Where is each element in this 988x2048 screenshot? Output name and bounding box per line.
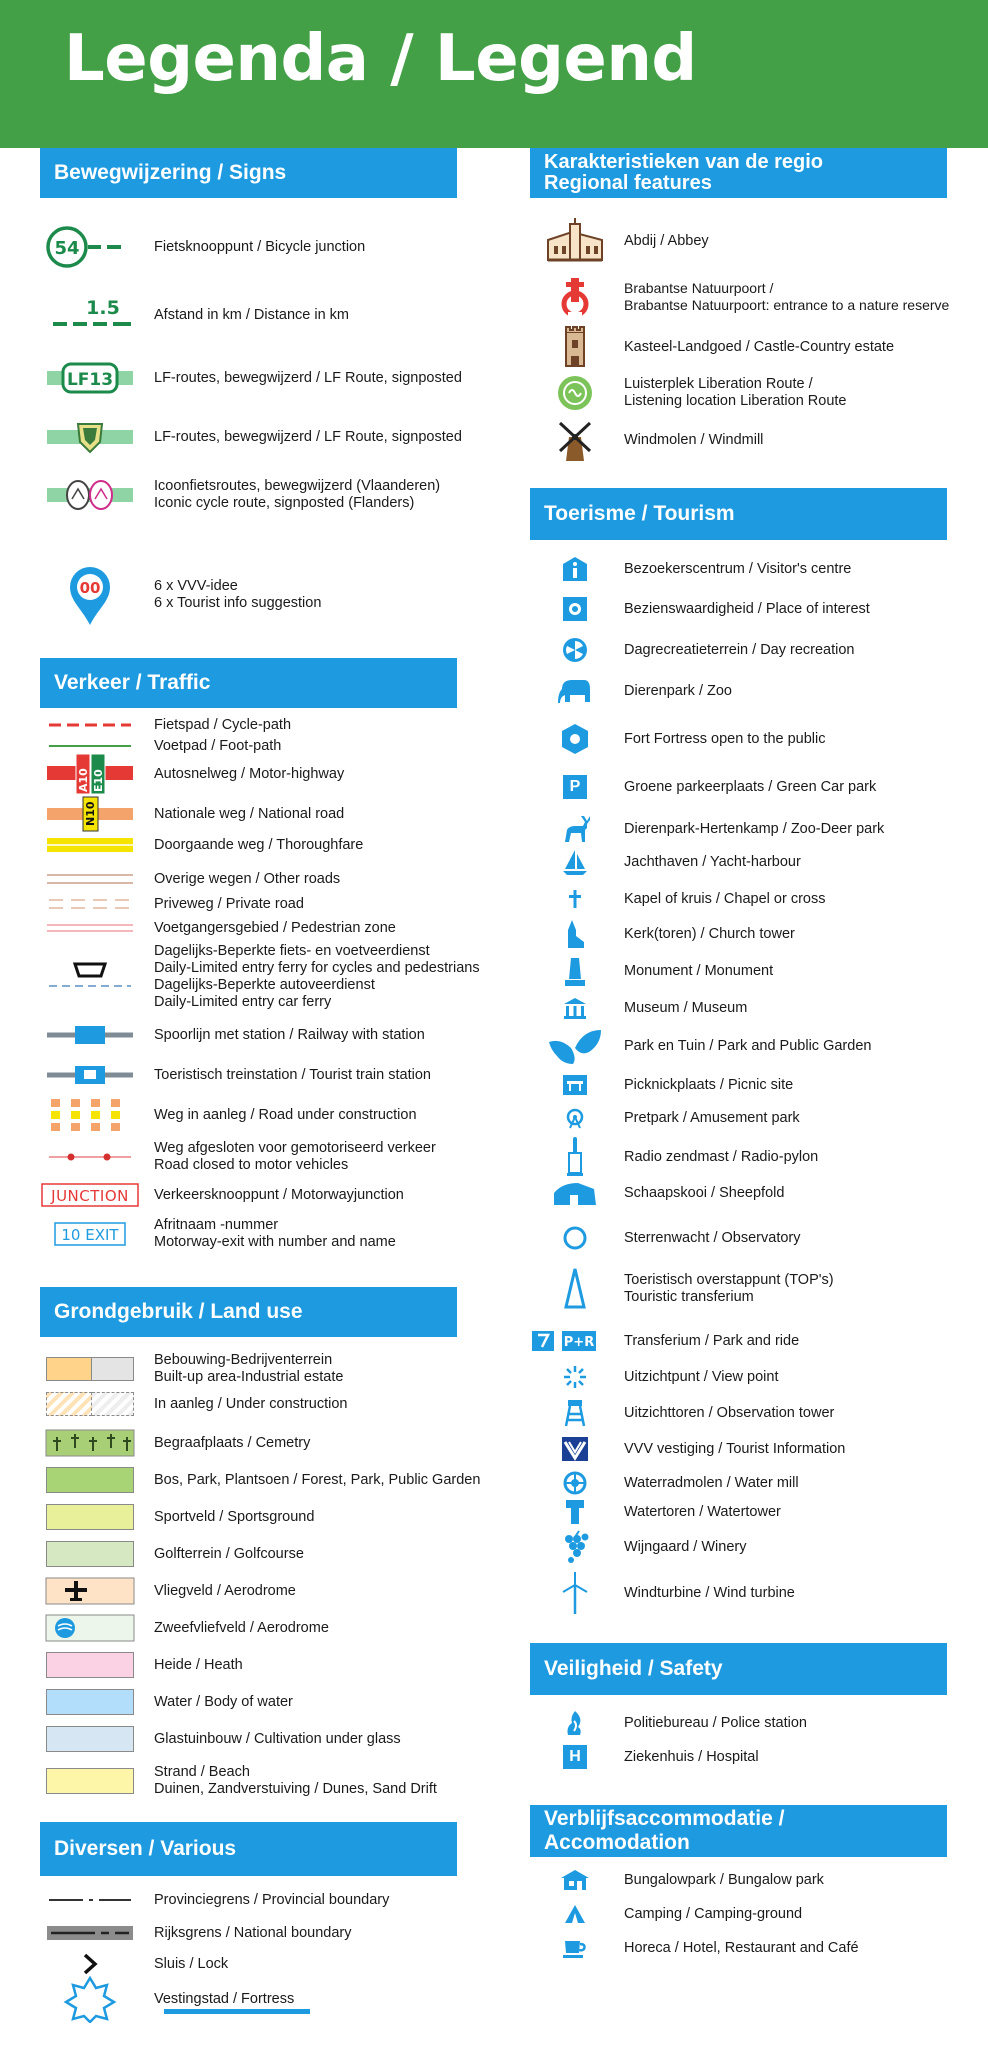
- hospital-icon: [530, 1734, 620, 1780]
- legend-label: Windturbine / Wind turbine: [624, 1584, 795, 1601]
- legend-item-windmill: [530, 417, 763, 463]
- legend-item-tourist-train: [40, 1060, 431, 1090]
- thoroughfare-icon: [40, 830, 140, 860]
- legend-label: Zweefvliefveld / Aerodrome: [154, 1619, 329, 1636]
- section-land-use: [40, 1287, 457, 1337]
- legend-item-place-of-interest: [530, 586, 870, 632]
- fortress-underline: [164, 2009, 310, 2014]
- legend-label: Groene parkeerplaats / Green Car park: [624, 778, 877, 795]
- legend-item-lf-route: [40, 355, 462, 401]
- legend-label: Luisterplek Liberation Route / Listening location Liberation Route: [624, 376, 847, 409]
- legend-label: Radio zendmast / Radio-pylon: [624, 1148, 819, 1165]
- legend-item-road-construction: [40, 1095, 417, 1135]
- legend-label: 6 x VVV-idee 6 x Tourist info suggestion: [154, 578, 322, 611]
- legend-label: Glastuinbouw / Cultivation under glass: [154, 1730, 401, 1747]
- distance-icon: [40, 292, 140, 338]
- legend-item-fort: [530, 716, 826, 762]
- legend-label: Voetgangersgebied / Pedestrian zone: [154, 919, 396, 936]
- legend-item-nature-gate: [530, 274, 949, 320]
- legend-item-fortress: [40, 1975, 294, 2023]
- legend-item-national-road: [40, 794, 344, 834]
- legend-item-hospital: [530, 1734, 759, 1780]
- legend-item-bicycle-junction: [40, 224, 365, 270]
- section-heading: Bewegwijzering / Signs: [40, 148, 457, 198]
- section-heading: Grondgebruik / Land use: [40, 1287, 457, 1337]
- national-road-code: N10: [84, 801, 97, 826]
- legend-item-green-car-park: [530, 764, 876, 810]
- abbey-icon: [530, 218, 620, 264]
- castle-tower-icon: [530, 324, 620, 370]
- railway-station-icon: [40, 1020, 140, 1050]
- national-boundary-icon: [40, 1919, 140, 1947]
- exit-label-icon: [40, 1212, 140, 1256]
- legend-item-distance: [40, 292, 349, 338]
- legend-label: Sluis / Lock: [154, 1955, 229, 1972]
- legend-label: Fietspad / Cycle-path: [154, 716, 292, 733]
- private-road-icon: [40, 892, 140, 916]
- legend-label: Icoonfietsroutes, bewegwijzerd (Vlaanderen) Iconic cycle route, signposted (Flanders): [154, 478, 441, 511]
- parking-icon: [530, 764, 620, 810]
- elephant-icon: [530, 668, 620, 714]
- pedestrian-zone-icon: [40, 916, 140, 940]
- legend-label: Politiebureau / Police station: [624, 1714, 807, 1731]
- legend-label: Camping / Camping-ground: [624, 1905, 803, 1922]
- legend-item-motorway-junction: [40, 1177, 404, 1213]
- legend-label: Provinciegrens / Provincial boundary: [154, 1891, 390, 1908]
- liberation-route-icon: [530, 370, 620, 416]
- legend-item-beach: [40, 1758, 437, 1804]
- distance-value: 1.5: [86, 297, 120, 319]
- legend-label: Weg afgesloten voor gemotoriseerd verkeer Road closed to motor vehicles: [154, 1140, 436, 1173]
- legend-item-provincial-boundary: [40, 1886, 389, 1914]
- legend-label: LF-routes, bewegwijzerd / LF Route, signposted: [154, 369, 462, 386]
- section-heading: Toerisme / Tourism: [530, 488, 947, 540]
- legend-item-wind-turbine: [530, 1570, 795, 1616]
- legend-label: Toeristisch treinstation / Tourist train station: [154, 1066, 431, 1083]
- page-title: Legenda / Legend: [64, 22, 697, 96]
- highway-code-a: A10: [77, 768, 90, 792]
- legend-item-railway: [40, 1020, 425, 1050]
- legend-item-motorway-exit: [40, 1212, 396, 1256]
- legend-item-iconic-route: [40, 472, 440, 518]
- legend-label: Waterradmolen / Water mill: [624, 1474, 799, 1491]
- legend-label: Bos, Park, Plantsoen / Forest, Park, Public Garden: [154, 1471, 481, 1488]
- park-and-ride-code: P+R: [563, 1335, 595, 1350]
- legend-item-thoroughfare: [40, 830, 363, 860]
- legend-label: Monument / Monument: [624, 962, 774, 979]
- legend-item-winery: [530, 1524, 746, 1570]
- legend-label: In aanleg / Under construction: [154, 1395, 348, 1412]
- legend-item-ferry: [40, 942, 480, 1012]
- legend-label: Bungalowpark / Bungalow park: [624, 1871, 824, 1888]
- nature-gate-icon: [530, 274, 620, 320]
- legend-label: Bezienswaardigheid / Place of interest: [624, 600, 870, 617]
- legend-label: Jachthaven / Yacht-harbour: [624, 853, 801, 870]
- pin-number: 00: [79, 579, 101, 597]
- legend-label: Strand / Beach Duinen, Zandverstuiving / Dunes, Sand Drift: [154, 1764, 437, 1797]
- legend-item-national-boundary: [40, 1919, 351, 1947]
- legend-item-horeca: [530, 1925, 859, 1971]
- section-heading: Veiligheid / Safety: [530, 1643, 947, 1695]
- road-closed-icon: [40, 1135, 140, 1179]
- parking-letter: P: [563, 775, 587, 799]
- legend-label: Golfterrein / Golfcourse: [154, 1545, 304, 1562]
- legend-label: Vestingstad / Fortress: [154, 1990, 295, 2007]
- legend-label: Bezoekerscentrum / Visitor's centre: [624, 560, 852, 577]
- legend-label: Brabantse Natuurpoort / Brabantse Natuurpoort: entrance to a nature reserve: [624, 280, 950, 313]
- legend-label: Dierenpark / Zoo: [624, 682, 732, 699]
- national-road-icon: [40, 794, 140, 834]
- legend-label: Autosnelweg / Motor-highway: [154, 765, 345, 782]
- legend-item-lf-route-2: [40, 414, 462, 460]
- iconic-route-icon: [40, 472, 140, 518]
- bicycle-junction-icon: [40, 224, 140, 270]
- legend-item-road-closed: [40, 1135, 436, 1179]
- legend-label: Water / Body of water: [154, 1693, 293, 1710]
- legend-label: Doorgaande weg / Thoroughfare: [154, 836, 364, 853]
- highway-code-e: E10: [92, 769, 105, 792]
- lf-route-shield-icon: [40, 414, 140, 460]
- map-pin-icon: [40, 563, 140, 627]
- glasshouse-swatch-icon: [40, 1716, 140, 1762]
- legend-label: Heide / Heath: [154, 1656, 243, 1673]
- section-tourism: [530, 488, 947, 540]
- legend-label: Kapel of kruis / Chapel or cross: [624, 890, 826, 907]
- legend-item-top: [530, 1266, 834, 1312]
- junction-number: 54: [54, 238, 80, 259]
- hospital-letter: H: [563, 1745, 587, 1769]
- section-heading: Karakteristieken van de regio Regional features: [530, 148, 947, 198]
- legend-label: Weg in aanleg / Road under construction: [154, 1106, 417, 1123]
- junction-code: JUNCTION: [51, 1187, 129, 1205]
- legend-label: Sportveld / Sportsground: [154, 1508, 315, 1525]
- legend-label: Nationale weg / National road: [154, 805, 345, 822]
- section-signs: [40, 148, 457, 198]
- legend-label: Spoorlijn met station / Railway with station: [154, 1026, 425, 1043]
- legend-label: Abdij / Abbey: [624, 232, 709, 249]
- section-accommodation: [530, 1805, 947, 1857]
- beach-swatch-icon: [40, 1758, 140, 1804]
- legend-label: Horeca / Hotel, Restaurant and Café: [624, 1939, 859, 1956]
- legend-label: Afstand in km / Distance in km: [154, 306, 350, 323]
- sheepfold-icon: [530, 1170, 620, 1216]
- legend-label: Park en Tuin / Park and Public Garden: [624, 1037, 872, 1054]
- legend-banner: [0, 0, 988, 148]
- legend-item-motor-highway: [40, 752, 344, 796]
- legend-label: Dierenpark-Hertenkamp / Zoo-Deer park: [624, 820, 885, 837]
- legend-label: Wijngaard / Winery: [624, 1538, 747, 1555]
- legend-label: Afritnaam -nummer Motorway-exit with number and name: [154, 1217, 396, 1250]
- coffee-cup-icon: [530, 1925, 620, 1971]
- legend-label: Uitzichttoren / Observation tower: [624, 1404, 835, 1421]
- section-heading: Verkeer / Traffic: [40, 658, 457, 708]
- legend-label: Picknickplaats / Picnic site: [624, 1076, 794, 1093]
- legend-label: Fietsknooppunt / Bicycle junction: [154, 238, 366, 255]
- legend-label: LF-routes, bewegwijzerd / LF Route, signposted: [154, 428, 462, 445]
- windmill-icon: [530, 417, 620, 463]
- motor-highway-icon: [40, 752, 140, 796]
- lock-chevron-icon: [40, 1950, 140, 1978]
- legend-item-glasshouse: [40, 1716, 401, 1762]
- legend-item-abbey: [530, 218, 709, 264]
- legend-label: Pretpark / Amusement park: [624, 1109, 800, 1126]
- legend-item-private-road: [40, 892, 304, 916]
- section-safety: [530, 1643, 947, 1695]
- legend-label: Transferium / Park and ride: [624, 1332, 800, 1349]
- legend-label: Priveweg / Private road: [154, 895, 304, 912]
- fortress-star-icon: [40, 1975, 140, 2023]
- transfer-point-icon: [530, 1266, 620, 1312]
- section-regional-features: [530, 148, 947, 198]
- observatory-icon: [530, 1215, 620, 1261]
- legend-item-castle: [530, 324, 894, 370]
- legend-label: Schaapskooi / Sheepfold: [624, 1184, 785, 1201]
- legend-label: Begraafplaats / Cemetry: [154, 1434, 311, 1451]
- legend-label: Overige wegen / Other roads: [154, 870, 341, 887]
- legend-label: Toeristisch overstappunt (TOP's) Touristic transferium: [624, 1272, 834, 1305]
- legend-label: Kasteel-Landgoed / Castle-Country estate: [624, 338, 895, 355]
- legend-item-pedestrian-zone: [40, 916, 396, 940]
- legend-item-tourist-info: [40, 563, 321, 627]
- section-traffic: [40, 658, 457, 708]
- fort-hexagon-icon: [530, 716, 620, 762]
- legend-item-liberation-route: [530, 370, 846, 416]
- legend-label: Rijksgrens / National boundary: [154, 1924, 352, 1941]
- lf-route-icon: [40, 355, 140, 401]
- other-roads-icon: [40, 866, 140, 892]
- legend-label: Dagrecreatieterrein / Day recreation: [624, 641, 855, 658]
- legend-label: Sterrenwacht / Observatory: [624, 1229, 801, 1246]
- lf-route-code: LF13: [66, 370, 114, 390]
- grapes-icon: [530, 1524, 620, 1570]
- legend-label: Dagelijks-Beperkte fiets- en voetveerdienst Daily-Limited entry ferry for cycles and pedestrians Dagelijks-Beperkte autoveerdienst Daily-Limited entry car ferry: [154, 943, 480, 1010]
- legend-item-zoo: [530, 668, 732, 714]
- legend-item-sheepfold: [530, 1170, 784, 1216]
- legend-label: Fort Fortress open to the public: [624, 730, 826, 747]
- legend-label: Windmolen / Windmill: [624, 431, 764, 448]
- legend-label: Watertoren / Watertower: [624, 1503, 781, 1520]
- legend-label: Vliegveld / Aerodrome: [154, 1582, 296, 1599]
- legend-item-other-roads: [40, 866, 340, 892]
- legend-item-lock: [40, 1950, 228, 1978]
- legend-label: VVV vestiging / Tourist Information: [624, 1440, 846, 1457]
- tourist-train-icon: [40, 1060, 140, 1090]
- legend-label: Kerk(toren) / Church tower: [624, 925, 795, 942]
- legend-label: Ziekenhuis / Hospital: [624, 1748, 759, 1765]
- section-heading: Verblijfsaccommodatie / Accomodation: [530, 1805, 947, 1857]
- wind-turbine-icon: [530, 1570, 620, 1616]
- legend-label: Verkeersknooppunt / Motorwayjunction: [154, 1186, 404, 1203]
- ferry-icon: [40, 942, 140, 1012]
- legend-label: Uitzichtpunt / View point: [624, 1368, 779, 1385]
- section-various: [40, 1822, 457, 1876]
- legend-label: Museum / Museum: [624, 999, 748, 1016]
- junction-label-icon: [40, 1177, 140, 1213]
- exit-code: 10 EXIT: [61, 1226, 119, 1244]
- road-construction-icon: [40, 1095, 140, 1135]
- legend-label: Bebouwing-Bedrijventerrein Built-up area-Industrial estate: [154, 1352, 344, 1385]
- legend-item-observatory: [530, 1215, 801, 1261]
- legend-item-day-recreation: [530, 627, 855, 673]
- legend-label: Voetpad / Foot-path: [154, 737, 282, 754]
- provincial-boundary-icon: [40, 1886, 140, 1914]
- place-of-interest-icon: [530, 586, 620, 632]
- section-heading: Diversen / Various: [40, 1822, 457, 1876]
- day-recreation-icon: [530, 627, 620, 673]
